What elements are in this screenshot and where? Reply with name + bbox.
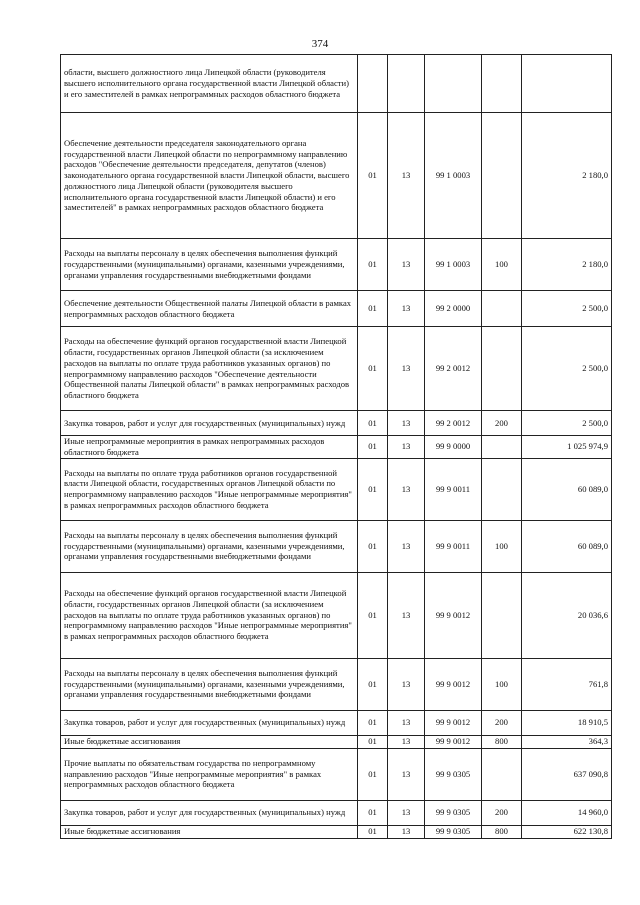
row-target-item: 99 9 0012 xyxy=(425,710,482,735)
row-description: Прочие выплаты по обязательствам государства по непрограммному направлению расходов "Иные непрограммные мероприятия" в рамках непрограммных расходов областного бюджета xyxy=(61,748,358,800)
row-expense-type xyxy=(482,55,522,113)
row-chapter: 01 xyxy=(358,825,388,838)
row-amount: 60 089,0 xyxy=(522,458,612,520)
row-amount: 2 180,0 xyxy=(522,113,612,239)
row-expense-type: 800 xyxy=(482,735,522,748)
row-amount xyxy=(522,55,612,113)
table-row xyxy=(61,572,612,658)
row-chapter: 01 xyxy=(358,291,388,327)
row-subsection: 13 xyxy=(388,458,425,520)
row-description: Закупка товаров, работ и услуг для государственных (муниципальных) нужд xyxy=(61,710,358,735)
row-amount: 20 036,6 xyxy=(522,572,612,658)
row-subsection: 13 xyxy=(388,411,425,436)
row-target-item: 99 9 0011 xyxy=(425,520,482,572)
row-subsection: 13 xyxy=(388,825,425,838)
row-expense-type: 100 xyxy=(482,239,522,291)
row-expense-type: 200 xyxy=(482,800,522,825)
row-expense-type xyxy=(482,458,522,520)
table-row xyxy=(61,239,612,291)
table-row xyxy=(61,800,612,825)
row-expense-type: 800 xyxy=(482,825,522,838)
table-row xyxy=(61,436,612,459)
row-target-item: 99 9 0012 xyxy=(425,735,482,748)
row-target-item: 99 9 0012 xyxy=(425,658,482,710)
row-amount: 622 130,8 xyxy=(522,825,612,838)
row-subsection: 13 xyxy=(388,658,425,710)
row-description: Иные непрограммные мероприятия в рамках непрограммных расходов областного бюджета xyxy=(61,436,358,459)
row-subsection: 13 xyxy=(388,748,425,800)
row-expense-type: 100 xyxy=(482,658,522,710)
row-amount: 1 025 974,9 xyxy=(522,436,612,459)
row-description: Закупка товаров, работ и услуг для государственных (муниципальных) нужд xyxy=(61,411,358,436)
table-row xyxy=(61,710,612,735)
row-chapter: 01 xyxy=(358,458,388,520)
row-subsection: 13 xyxy=(388,436,425,459)
row-subsection: 13 xyxy=(388,520,425,572)
table-row xyxy=(61,748,612,800)
row-expense-type xyxy=(482,113,522,239)
row-amount: 14 960,0 xyxy=(522,800,612,825)
row-chapter: 01 xyxy=(358,436,388,459)
row-expense-type xyxy=(482,436,522,459)
table-row xyxy=(61,291,612,327)
budget-table xyxy=(60,54,612,839)
row-subsection: 13 xyxy=(388,572,425,658)
row-amount: 364,3 xyxy=(522,735,612,748)
row-expense-type xyxy=(482,291,522,327)
row-amount: 18 910,5 xyxy=(522,710,612,735)
row-expense-type: 100 xyxy=(482,520,522,572)
row-subsection: 13 xyxy=(388,239,425,291)
row-target-item: 99 1 0003 xyxy=(425,113,482,239)
row-chapter: 01 xyxy=(358,748,388,800)
table-row xyxy=(61,658,612,710)
row-description: Расходы на обеспечение функций органов государственной власти Липецкой области, государственных органов Липецкой области (за исключением расходов на выплаты по оплате труда работников указанных органов) по непрограммному направлению расходов "Обеспечение деятельности Общественной палаты Липецкой области" в рамках непрограммных расходов областного бюджета xyxy=(61,327,358,411)
row-amount: 2 180,0 xyxy=(522,239,612,291)
row-expense-type xyxy=(482,572,522,658)
row-chapter: 01 xyxy=(358,710,388,735)
row-description: области, высшего должностного лица Липецкой области (руководителя высшего исполнительного органа государственной власти Липецкой области) и его заместителей в рамках непрограммных расходов областного бюджета xyxy=(61,55,358,113)
row-subsection: 13 xyxy=(388,327,425,411)
row-subsection: 13 xyxy=(388,800,425,825)
table-row xyxy=(61,411,612,436)
row-subsection: 13 xyxy=(388,113,425,239)
row-chapter: 01 xyxy=(358,411,388,436)
row-chapter xyxy=(358,55,388,113)
row-subsection: 13 xyxy=(388,291,425,327)
row-target-item: 99 1 0003 xyxy=(425,239,482,291)
row-amount: 2 500,0 xyxy=(522,327,612,411)
row-target-item: 99 9 0000 xyxy=(425,436,482,459)
row-target-item: 99 9 0305 xyxy=(425,748,482,800)
row-target-item: 99 9 0305 xyxy=(425,825,482,838)
row-subsection: 13 xyxy=(388,735,425,748)
row-chapter: 01 xyxy=(358,113,388,239)
row-description: Закупка товаров, работ и услуг для государственных (муниципальных) нужд xyxy=(61,800,358,825)
row-target-item: 99 2 0000 xyxy=(425,291,482,327)
row-target-item: 99 9 0011 xyxy=(425,458,482,520)
row-chapter: 01 xyxy=(358,572,388,658)
table-row xyxy=(61,520,612,572)
row-description: Обеспечение деятельности председателя законодательного органа государственной власти Липецкой области по непрограммному направлению расходов "Обеспечение деятельности председателя, депутатов (членов) законодательного органа государственной власти Липецкой области, высшего должностного лица Липецкой области (руководителя высшего исполнительного органа государственной власти Липецкой области) и его заместителей" в рамках непрограммных расходов областного бюджета xyxy=(61,113,358,239)
row-chapter: 01 xyxy=(358,239,388,291)
row-description: Расходы на выплаты персоналу в целях обеспечения выполнения функций государственными (муниципальными) органами, казенными учреждениями, органами управления государственными внебюджетными фондами xyxy=(61,520,358,572)
table-row xyxy=(61,327,612,411)
row-expense-type: 200 xyxy=(482,710,522,735)
row-description: Иные бюджетные ассигнования xyxy=(61,825,358,838)
row-subsection: 13 xyxy=(388,710,425,735)
row-target-item: 99 2 0012 xyxy=(425,411,482,436)
row-target-item: 99 2 0012 xyxy=(425,327,482,411)
budget-table-body xyxy=(61,55,612,839)
row-description: Расходы на выплаты персоналу в целях обеспечения выполнения функций государственными (муниципальными) органами, казенными учреждениями, органами управления государственными внебюджетными фондами xyxy=(61,239,358,291)
row-chapter: 01 xyxy=(358,327,388,411)
table-row xyxy=(61,458,612,520)
row-description: Расходы на обеспечение функций органов государственной власти Липецкой области, государственных органов Липецкой области (за исключением расходов на выплаты по оплате труда работников указанных органов) по непрограммному направлению расходов "Иные непрограммные мероприятия" в рамках непрограммных расходов областного бюджета xyxy=(61,572,358,658)
row-expense-type xyxy=(482,748,522,800)
row-description: Расходы на выплаты персоналу в целях обеспечения выполнения функций государственными (муниципальными) органами, казенными учреждениями, органами управления государственными внебюджетными фондами xyxy=(61,658,358,710)
row-subsection xyxy=(388,55,425,113)
row-chapter: 01 xyxy=(358,800,388,825)
row-amount: 761,8 xyxy=(522,658,612,710)
row-amount: 2 500,0 xyxy=(522,411,612,436)
row-expense-type: 200 xyxy=(482,411,522,436)
table-row xyxy=(61,55,612,113)
table-row xyxy=(61,113,612,239)
row-description: Иные бюджетные ассигнования xyxy=(61,735,358,748)
row-target-item: 99 9 0305 xyxy=(425,800,482,825)
row-description: Расходы на выплаты по оплате труда работников органов государственной власти Липецкой области, государственных органов Липецкой области по непрограммному направлению расходов "Иные непрограммные мероприятия" в рамках непрограммных расходов областного бюджета xyxy=(61,458,358,520)
row-chapter: 01 xyxy=(358,658,388,710)
row-amount: 2 500,0 xyxy=(522,291,612,327)
table-row xyxy=(61,735,612,748)
table-row xyxy=(61,825,612,838)
row-target-item: 99 9 0012 xyxy=(425,572,482,658)
row-description: Обеспечение деятельности Общественной палаты Липецкой области в рамках непрограммных расходов областного бюджета xyxy=(61,291,358,327)
row-amount: 60 089,0 xyxy=(522,520,612,572)
row-amount: 637 090,8 xyxy=(522,748,612,800)
page-number: 374 xyxy=(311,38,329,50)
row-expense-type xyxy=(482,327,522,411)
row-chapter: 01 xyxy=(358,520,388,572)
row-target-item xyxy=(425,55,482,113)
row-chapter: 01 xyxy=(358,735,388,748)
